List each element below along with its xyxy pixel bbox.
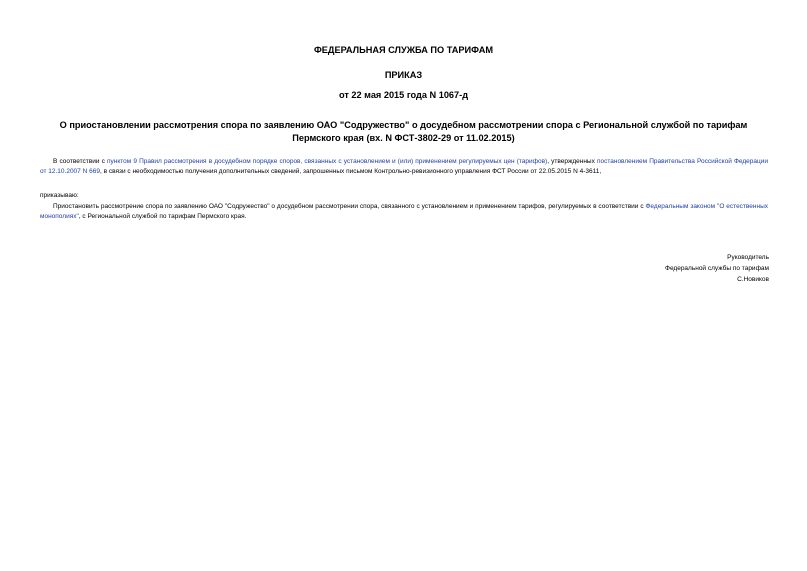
document-title: О приостановлении рассмотрения спора по заявлению ОАО "Содружество" о досудебном рассмотрении спора с Региональной службой по тарифам Пермского края (вх. N ФСТ-3802-29 от 11.02.2015): [59, 120, 748, 143]
document-type-heading: ПРИКАЗ: [384, 70, 423, 80]
paragraph-decision-text-1: Приостановить рассмотрение спора по заявлению ОАО "Содружество" о досудебном рассмотрении спора, связанного с установлением и применением тарифов, регулируемых в соответствии с: [53, 203, 646, 210]
government-resolution-link[interactable]: постановлением Правительства Российской Федерации от 12.10.2007 N 669: [40, 158, 768, 175]
rules-paragraph-9-link[interactable]: пунктом 9 Правил рассмотрения в досудебном порядке споров, связанных с установлением и (или) применением регулируемых цен (тарифов): [106, 158, 548, 165]
signature-position: Руководитель: [727, 254, 769, 261]
paragraph-decision-text-2: , с Региональной службой по тарифам Пермского края.: [78, 212, 247, 220]
paragraph-basis-text-3: , в связи с необходимостью получения дополнительных сведений, запрошенных письмом Контрольно-ревизионного управления ФСТ России от 22.05.2015 N 4-3611,: [99, 167, 602, 175]
paragraph-basis: [40, 157, 768, 176]
signature-organization: Федеральной службы по тарифам: [665, 265, 769, 272]
organization-heading: ФЕДЕРАЛЬНАЯ СЛУЖБА ПО ТАРИФАМ: [313, 45, 494, 55]
federal-law-monopolies-link[interactable]: Федеральным законом "О естественных монополиях": [40, 203, 769, 220]
signature-name: С.Новиков: [737, 276, 769, 283]
paragraph-basis-text-2: , утвержденных: [547, 158, 597, 165]
paragraph-basis-text-1: В соответствии с: [53, 158, 107, 165]
paragraph-decision: [40, 202, 768, 221]
document-date-number: от 22 мая 2015 года N 1067-д: [338, 90, 469, 100]
paragraph-order-word: приказываю:: [40, 192, 79, 199]
